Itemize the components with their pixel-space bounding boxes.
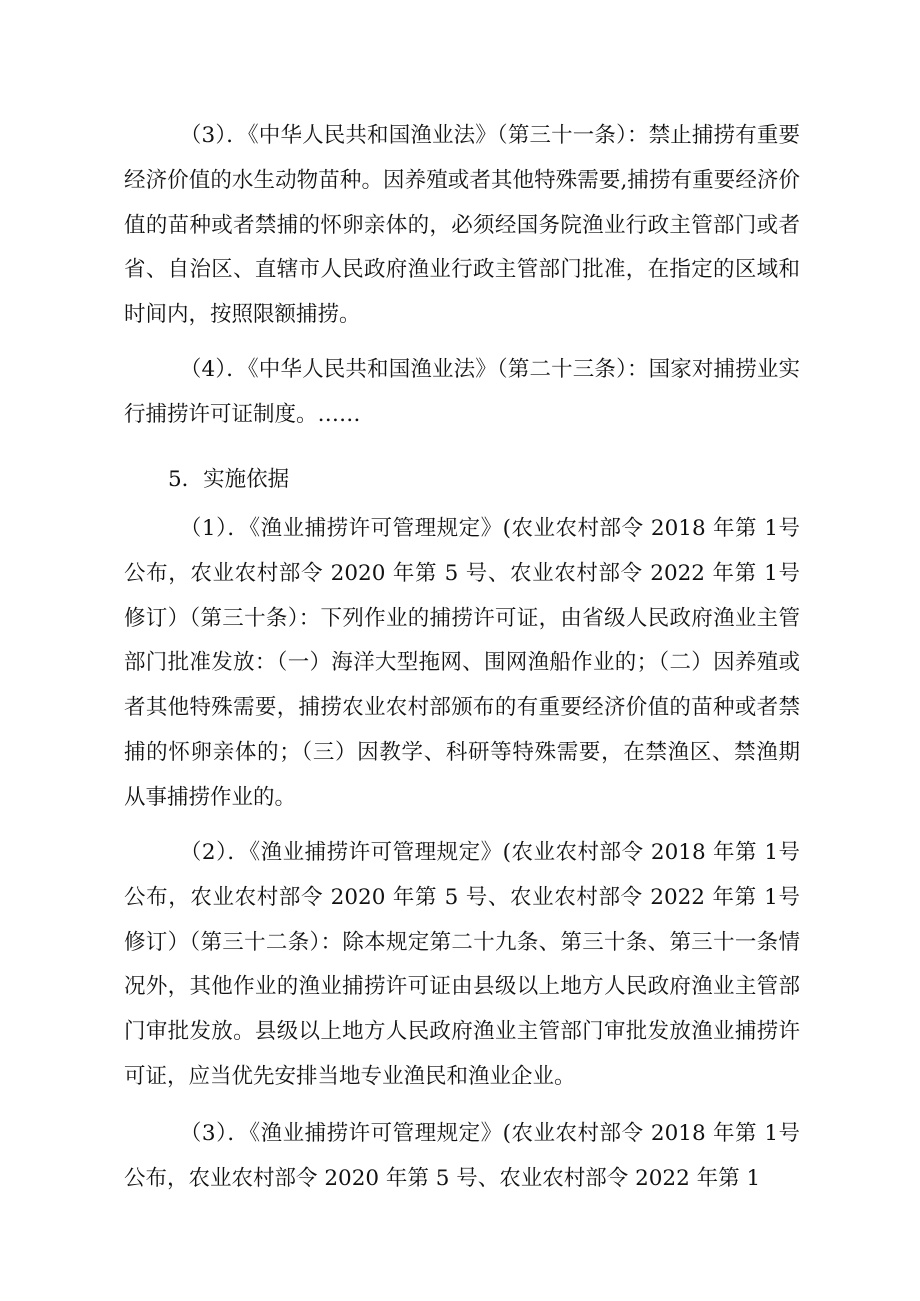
paragraph-license-regulation-article-32: （2）．《渔业捕捞许可管理规定》(农业农村部令 2018 年第 1号公布，农业农村部令 2020 年第 5 号、农业农村部令 2022 年第 1号修订）（第三十二条）：除本规定第二十九条、第三十条、第三十一条情况外，其他作业的渔业捕捞许可证由县级以上地方人民政府渔业主管部门审批发放。县级以上地方人民政府渔业主管部门审批发放渔业捕捞许可证，应当优先安排当地专业渔民和渔业企业。: [124, 840, 800, 1089]
paragraph-license-regulation-partial: （3）．《渔业捕捞许可管理规定》(农业农村部令 2018 年第 1号公布，农业农村部令 2020 年第 5 号、农业农村部令 2022 年第 1: [124, 1121, 800, 1191]
paragraph-fishery-law-article-23: （4）．《中华人民共和国渔业法》（第二十三条）：国家对捕捞业实行捕捞许可证制度。……: [124, 357, 800, 427]
paragraph-license-regulation-article-30: （1）．《渔业捕捞许可管理规定》(农业农村部令 2018 年第 1号公布，农业农村部令 2020 年第 5 号、农业农村部令 2022 年第 1号修订）（第三十条）：下列作业的捕捞许可证，由省级人民政府渔业主管部门批准发放：（一）海洋大型拖网、围网渔船作业的；（二）因养殖或者其他特殊需要，捕捞农业农村部颁布的有重要经济价值的苗种或者禁捕的怀卵亲体的；（三）因教学、科研等特殊需要，在禁渔区、禁渔期从事捕捞作业的。: [124, 516, 800, 810]
paragraph-fishery-law-article-31: （3）．《中华人民共和国渔业法》（第三十一条）：禁止捕捞有重要经济价值的水生动物苗种。因养殖或者其他特殊需要,捕捞有重要经济价值的苗种或者禁捕的怀卵亲体的，必须经国务院渔业行政主管部门或者省、自治区、直辖市人民政府渔业行政主管部门批准，在指定的区域和时间内，按照限额捕捞。: [124, 123, 800, 328]
section-heading-implementation-basis: 5．实施依据: [168, 467, 290, 492]
